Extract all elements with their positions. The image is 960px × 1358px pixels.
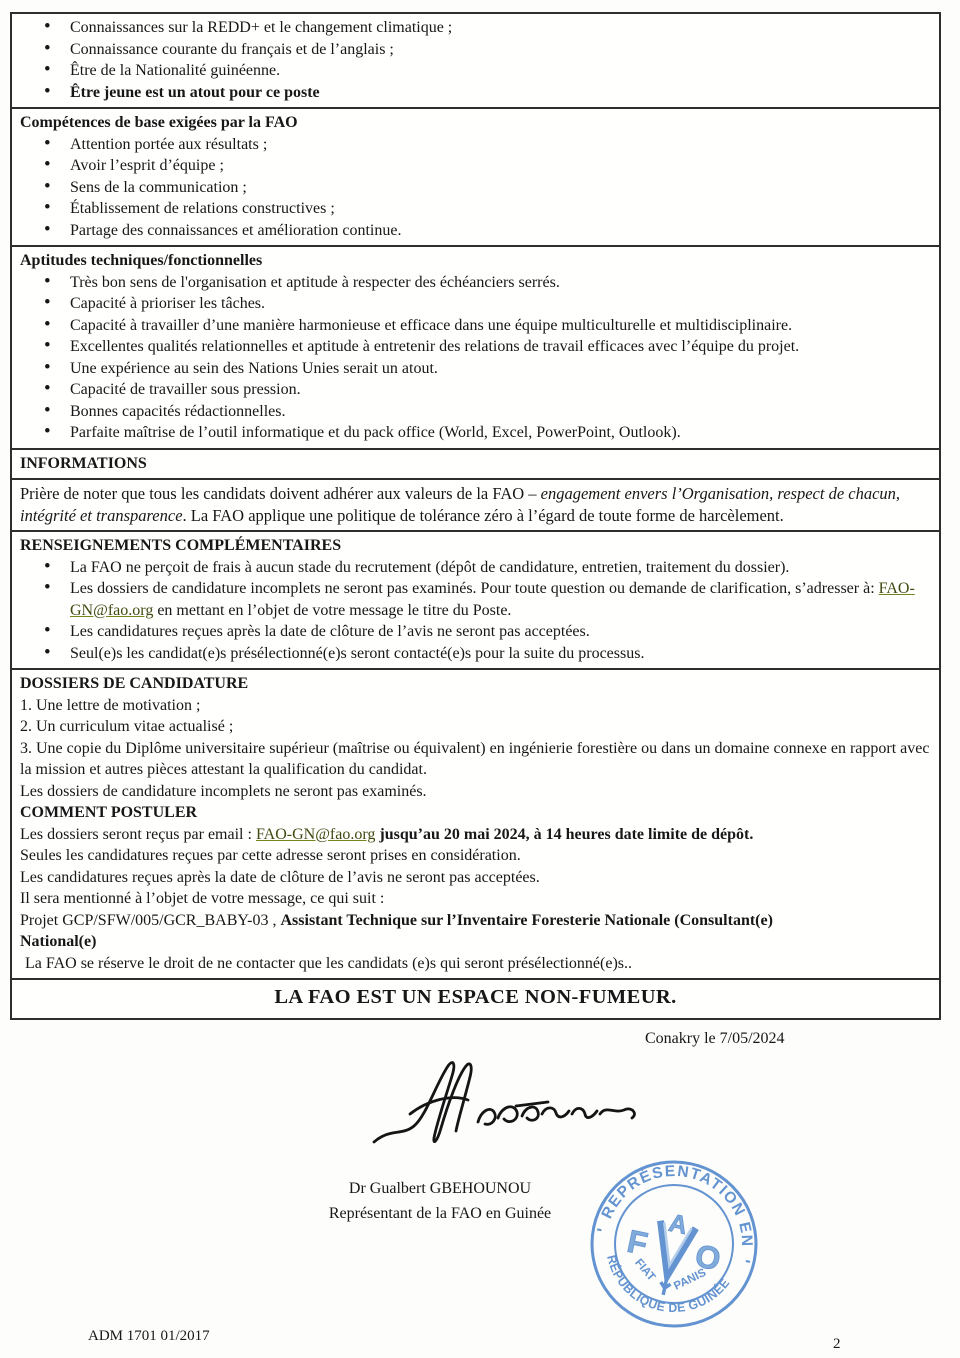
date-line: Conakry le 7/05/2024 [645, 1030, 785, 1047]
project-code: Projet GCP/SFW/005/GCR_BABY-03 , [20, 911, 281, 929]
bullet-text: Établissement de relations constructives ; [70, 200, 335, 217]
bullet-item [20, 60, 931, 82]
numbered-item: 3. Une copie du Diplôme universitaire supérieur (maîtrise ou équivalent) en ingénierie forestière ou dans un domaine connexe en rapport avec la mission et autres pièces attestant la qualification du candidat. [20, 739, 930, 778]
bullet-item [20, 155, 931, 177]
technical-aptitudes-row [12, 247, 939, 450]
stamp-banner-panis: PANIS [672, 1266, 709, 1293]
signature-stroke [410, 1098, 468, 1114]
competences-list [20, 134, 931, 242]
non-smoking-banner: LA FAO EST UN ESPACE NON-FUMEUR. [274, 986, 677, 1008]
informations-body-row [12, 480, 939, 532]
bullet-item [20, 198, 931, 220]
fao-stamp [586, 1156, 762, 1332]
bullet-text: en mettant en l’objet de votre message le titre du Poste. [153, 601, 512, 619]
signature-stroke [478, 1102, 634, 1124]
position-title-bold-2: National(e) [20, 933, 97, 950]
bullet-text: Capacité à prioriser les tâches. [70, 295, 266, 312]
page-number: 2 [833, 1336, 841, 1352]
bullet-text: Parfaite maîtrise de l’outil informatique et du pack office (World, Excel, PowerPoint, Outlook). [70, 424, 681, 441]
section-header-comment-postuler: COMMENT POSTULER [20, 804, 198, 821]
bullet-item [20, 578, 931, 621]
handwritten-signature [366, 1056, 662, 1160]
stamp-letter-f: F [624, 1222, 651, 1263]
bullet-item [20, 315, 931, 337]
bullet-text: Connaissance courante du français et de l’anglais ; [70, 40, 394, 58]
bullet-text: Capacité à travailler d’une manière harmonieuse et efficace dans une équipe multiculturelle et multidisciplinaire. [70, 316, 793, 334]
bullet-item [20, 621, 931, 643]
paragraph: Les candidatures reçues après la date de clôture de l’avis ne seront pas acceptées. [20, 868, 540, 886]
info-text-italic: engagement envers l’Organisation, respect de chacun, intégrité et transparence [20, 484, 901, 525]
email-submission-line [20, 824, 931, 846]
email-line-start: Les dossiers seront reçus par email : [20, 825, 256, 843]
bullet-text: Les dossiers de candidature incomplets ne seront pas examinés. Pour toute question ou demande de clarification, s’adresser à: [70, 580, 879, 597]
bullet-item [20, 293, 931, 315]
bullet-text: Attention portée aux résultats ; [70, 135, 268, 153]
aptitudes-list [20, 272, 931, 444]
document-table [10, 12, 941, 1020]
info-paragraph [20, 483, 931, 526]
bullet-item [20, 401, 931, 423]
bullet-text-bold: Être jeune est un atout pour ce poste [70, 83, 320, 101]
bullet-item [20, 643, 931, 665]
numbered-item: 2. Un curriculum vitae actualisé ; [20, 718, 234, 735]
deadline-bold: jusqu’au 20 mai 2024, à 14 heures date limite de dépôt. [375, 825, 754, 843]
core-competencies-row [12, 109, 939, 247]
stamp-separator-left: - [594, 1218, 605, 1239]
form-reference: ADM 1701 01/2017 [88, 1328, 210, 1344]
incomplete-files-note: Les dossiers de candidature incomplets ne seront pas examinés. [20, 782, 427, 800]
bullet-item [20, 177, 931, 199]
section-header-competences: Compétences de base exigées par la FAO [20, 114, 298, 131]
position-title-bold: Assistant Technique sur l’Inventaire Foresterie Nationale (Consultant(e) [280, 911, 773, 929]
bullet-text: Seul(e)s les candidat(e)s présélectionné(e)s seront contacté(e)s pour la suite du processus. [70, 644, 645, 662]
bullet-text: Connaissances sur la REDD+ et le changement climatique ; [70, 19, 453, 36]
stamp-letter-o: O [692, 1237, 724, 1278]
application-row [12, 670, 939, 980]
bullet-item [20, 557, 931, 579]
stamp-banner-fiat: FIAT [632, 1256, 658, 1284]
bullet-text: Excellentes qualités relationnelles et aptitude à entretenir des relations de travail efficaces avec l’équipe du projet. [70, 338, 800, 355]
bullet-text: Sens de la communication ; [70, 178, 247, 196]
bullet-item [20, 272, 931, 294]
bullet-item [20, 379, 931, 401]
qualifications-list [20, 17, 931, 103]
stamp-top-text: REPRÉSENTATION EN [598, 1162, 756, 1248]
info-text-start: Prière de noter que tous les candidats doivent adhérer aux valeurs de la FAO – [20, 484, 541, 503]
bullet-item [20, 134, 931, 156]
bullet-item [20, 336, 931, 358]
bullet-item [20, 17, 931, 39]
bullet-text: Bonnes capacités rédactionnelles. [70, 402, 286, 420]
project-reference-line [20, 910, 931, 953]
bullet-item [20, 422, 931, 444]
numbered-item: 1. Une lettre de motivation ; [20, 696, 201, 714]
section-header-informations: INFORMATIONS [20, 454, 147, 472]
stamp-letter-a: A [666, 1208, 690, 1241]
bullet-text: Être de la Nationalité guinéenne. [70, 62, 281, 79]
bullet-text: Capacité de travailler sous pression. [70, 381, 301, 398]
stamp-bottom-text: RÉPUBLIQUE DE GUINÉE [604, 1253, 733, 1316]
paragraph: Il sera mentionné à l’objet de votre message, ce qui suit : [20, 890, 385, 907]
signatory-name: Dr Gualbert GBEHOUNOU [348, 1180, 532, 1197]
bullet-text: Les candidatures reçues après la date de clôture de l’avis ne seront pas acceptées. [70, 623, 590, 640]
paragraph: Seules les candidatures reçues par cette adresse seront prises en considération. [20, 847, 521, 864]
bullet-item [20, 358, 931, 380]
informations-header-row [12, 450, 939, 481]
section-header-renseignements: RENSEIGNEMENTS COMPLÉMENTAIRES [20, 537, 342, 554]
bullet-item [20, 82, 931, 104]
signature-stroke [374, 1063, 471, 1142]
email-link[interactable]: FAO-GN@fao.org [255, 825, 376, 843]
bullet-item [20, 39, 931, 61]
qualifications-row [12, 14, 939, 109]
bullet-text: Avoir l’esprit d’équipe ; [70, 157, 224, 174]
complementary-info-row [12, 532, 939, 670]
email-link[interactable]: FAO-GN@fao.org [70, 580, 915, 619]
bullet-text: Une expérience au sein des Nations Unies serait un atout. [70, 359, 438, 377]
stamp-separator-right: - [743, 1250, 753, 1271]
section-header-dossiers: DOSSIERS DE CANDIDATURE [20, 675, 249, 692]
bullet-text: Très bon sens de l'organisation et aptitude à respecter des échéanciers serrés. [70, 273, 560, 291]
renseignements-list [20, 557, 931, 665]
wheat-stem [658, 1274, 672, 1296]
bullet-item [20, 220, 931, 242]
info-text-end: . La FAO applique une politique de tolérance zéro à l’égard de toute forme de harcèlement. [182, 505, 784, 525]
bullet-text: Partage des connaissances et amélioration continue. [70, 221, 402, 239]
section-header-aptitudes: Aptitudes techniques/fonctionnelles [20, 252, 263, 269]
signatory-block [318, 1176, 562, 1226]
signatory-title: Représentant de la FAO en Guinée [328, 1205, 552, 1222]
bullet-text: La FAO ne perçoit de frais à aucun stade du recrutement (dépôt de candidature, entretien, traitement du dossier). [70, 558, 790, 576]
shortlist-note: La FAO se réserve le droit de ne contacter que les candidats (e)s qui seront présélectionné(e)s.. [25, 954, 633, 972]
